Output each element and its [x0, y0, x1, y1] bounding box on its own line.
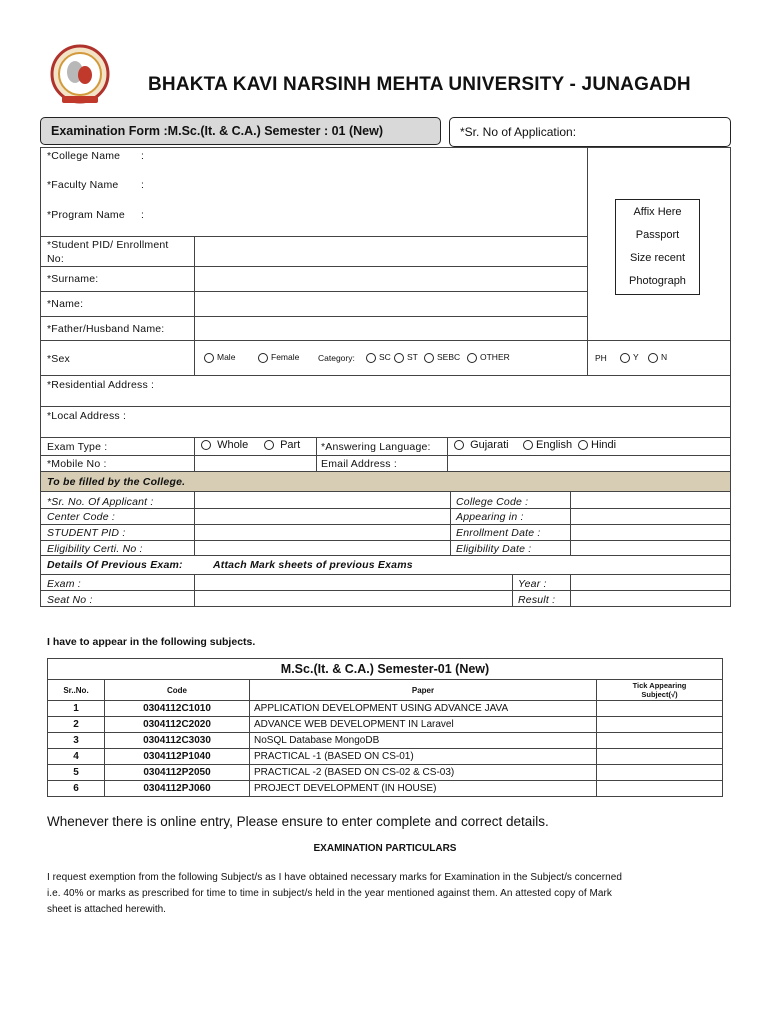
category-sc-option[interactable] [366, 352, 391, 363]
year-label: Year : [518, 578, 547, 590]
radio-icon [424, 353, 434, 363]
attach-note: Attach Mark sheets of previous Exams [213, 559, 413, 571]
lang-gujarati-option[interactable] [454, 439, 509, 451]
radio-icon [366, 353, 376, 363]
exam-form-title-box [40, 117, 441, 145]
row-srno: 2 [48, 717, 105, 733]
row-srno: 6 [48, 781, 105, 797]
radio-icon [394, 353, 404, 363]
table-row [48, 781, 723, 797]
photo-line: Photograph [629, 275, 686, 287]
table-row [48, 717, 723, 733]
hindi-label: Hindi [591, 439, 617, 451]
ph-label: PH [595, 353, 607, 363]
subjects-table-title: M.Sc.(It. & C.A.) Semester-01 (New) [48, 659, 723, 680]
colon: : [141, 179, 145, 191]
photo-line: Passport [635, 229, 680, 241]
row-tick-cell[interactable] [597, 733, 723, 749]
ph-yes-option[interactable] [620, 352, 639, 363]
ph-no-option[interactable] [648, 352, 667, 363]
university-logo [48, 44, 112, 108]
col-paper-header: Paper [250, 680, 597, 701]
radio-icon [620, 353, 630, 363]
radio-icon [264, 440, 274, 450]
college-name-field[interactable] [150, 147, 587, 175]
college-name-label: *College Name [47, 150, 121, 162]
subjects-table [47, 658, 723, 797]
exam-whole-option[interactable] [201, 439, 248, 451]
seat-no-label: Seat No : [47, 594, 93, 606]
residential-address-label: *Residential Address : [47, 379, 155, 391]
row-line [40, 524, 731, 525]
program-name-label: *Program Name [47, 209, 125, 221]
exemption-text-line: I request exemption from the following Subject/s as I have obtained necessary marks for Examination in the Subject/s concerned [47, 872, 622, 883]
col-line [316, 437, 317, 472]
col-tick-line2: Subject(√) [641, 690, 678, 699]
row-paper: PRACTICAL -1 (BASED ON CS-01) [250, 749, 597, 765]
particulars-heading: EXAMINATION PARTICULARS [313, 843, 457, 854]
table-header-row [48, 680, 723, 701]
radio-icon [201, 440, 211, 450]
program-name-field[interactable] [150, 203, 587, 236]
lang-english-option[interactable] [523, 439, 572, 451]
col-line [194, 340, 195, 376]
row-paper: NoSQL Database MongoDB [250, 733, 597, 749]
exam-part-option[interactable] [264, 439, 300, 451]
sex-female-option[interactable] [258, 352, 299, 363]
exemption-text-line: i.e. 40% or marks as prescribed for time to time in subject/s held in the year mentioned against them. An attested copy of Mark [47, 888, 612, 899]
gujarati-label: Gujarati [470, 439, 509, 451]
lang-hindi-option[interactable] [578, 439, 616, 451]
st-label: ST [407, 352, 418, 362]
category-label: Category: [318, 353, 355, 363]
mobile-label: *Mobile No : [47, 458, 107, 470]
application-no-box[interactable] [449, 117, 731, 147]
application-no-label: *Sr. No of Application: [460, 125, 577, 139]
row-code: 0304112P1040 [105, 749, 250, 765]
eligibility-certi-label: Eligibility Certi. No : [47, 543, 143, 555]
prev-exam-heading: Details Of Previous Exam: [47, 559, 183, 571]
row-line [40, 590, 731, 591]
college-section-heading: To be filled by the College. [47, 476, 186, 488]
result-label: Result : [518, 594, 556, 606]
no-label: N [661, 352, 668, 362]
col-srno-header: Sr..No. [48, 680, 105, 701]
local-address-label: *Local Address : [47, 410, 127, 422]
row-paper: APPLICATION DEVELOPMENT USING ADVANCE JAVA [250, 701, 597, 717]
row-line [40, 508, 731, 509]
radio-icon [454, 440, 464, 450]
faculty-name-field[interactable] [150, 175, 587, 203]
name-label: *Name: [47, 298, 84, 310]
name-input[interactable] [195, 292, 587, 316]
english-label: English [536, 439, 573, 451]
category-st-option[interactable] [394, 352, 418, 363]
radio-icon [578, 440, 588, 450]
email-label: Email Address : [321, 458, 397, 470]
exam-label: Exam : [47, 578, 81, 590]
sex-male-option[interactable] [204, 352, 235, 363]
radio-icon [204, 353, 214, 363]
local-address-field[interactable] [40, 406, 731, 438]
row-paper: PRACTICAL -2 (BASED ON CS-02 & CS-03) [250, 765, 597, 781]
answering-language-label: *Answering Language: [321, 441, 431, 453]
row-code: 0304112PJ060 [105, 781, 250, 797]
table-title-row [48, 659, 723, 680]
category-sebc-option[interactable] [424, 352, 460, 363]
row-tick-cell[interactable] [597, 717, 723, 733]
sex-label: *Sex [47, 353, 70, 365]
radio-icon [523, 440, 533, 450]
row-paper: ADVANCE WEB DEVELOPMENT IN Laravel [250, 717, 597, 733]
row-line [40, 540, 731, 541]
row-code: 0304112C2020 [105, 717, 250, 733]
subjects-intro: I have to appear in the following subjects. [47, 636, 256, 648]
university-name: BHAKTA KAVI NARSINH MEHTA UNIVERSITY - JUNAGADH [148, 74, 691, 95]
row-srno: 1 [48, 701, 105, 717]
eligibility-date-label: Eligibility Date : [456, 543, 532, 555]
row-srno: 4 [48, 749, 105, 765]
sebc-label: SEBC [437, 352, 461, 362]
college-code-label: College Code : [456, 496, 529, 508]
exam-type-label: Exam Type : [47, 441, 108, 453]
photo-divider [587, 147, 588, 341]
colon: : [141, 209, 145, 221]
radio-icon [467, 353, 477, 363]
row-code: 0304112C3030 [105, 733, 250, 749]
pid-label-2: No: [47, 253, 64, 265]
table-row [48, 701, 723, 717]
col-line [587, 340, 588, 376]
yes-label: Y [633, 352, 639, 362]
photo-line: Affix Here [633, 206, 682, 218]
category-other-option[interactable] [467, 352, 510, 363]
appearing-in-label: Appearing in : [456, 511, 524, 523]
radio-icon [258, 353, 268, 363]
pid-input[interactable] [195, 237, 587, 266]
sc-label: SC [379, 352, 391, 362]
father-name-input[interactable] [195, 317, 587, 341]
photo-placeholder[interactable] [615, 199, 700, 295]
photo-line: Size recent [629, 252, 686, 264]
mobile-input[interactable] [195, 456, 316, 472]
row-paper: PROJECT DEVELOPMENT (IN HOUSE) [250, 781, 597, 797]
male-label: Male [217, 352, 236, 362]
online-entry-notice: Whenever there is online entry, Please ensure to enter complete and correct details. [47, 814, 549, 829]
other-label: OTHER [480, 352, 510, 362]
col-tick-line1: Tick Appearing [632, 681, 687, 690]
female-label: Female [271, 352, 300, 362]
part-label: Part [280, 439, 301, 451]
row-code: 0304112P2050 [105, 765, 250, 781]
row-srno: 5 [48, 765, 105, 781]
email-input[interactable] [448, 456, 730, 472]
enrollment-date-label: Enrollment Date : [456, 527, 541, 539]
surname-input[interactable] [195, 267, 587, 291]
table-row [48, 733, 723, 749]
row-tick-cell[interactable] [597, 781, 723, 797]
exemption-text-line: sheet is attached herewith. [47, 904, 166, 915]
col-code-header: Code [105, 680, 250, 701]
colon: : [141, 150, 145, 162]
surname-label: *Surname: [47, 273, 99, 285]
exam-form-title: Examination Form :M.Sc.(It. & C.A.) Semester : 01 (New) [51, 124, 384, 138]
row-tick-cell[interactable] [597, 701, 723, 717]
whole-label: Whole [217, 439, 249, 451]
col-tick-header [597, 680, 723, 701]
row-srno: 3 [48, 733, 105, 749]
row-code: 0304112C1010 [105, 701, 250, 717]
center-code-label: Center Code : [47, 511, 115, 523]
father-name-label: *Father/Husband Name: [47, 323, 165, 335]
row-tick-cell[interactable] [597, 749, 723, 765]
row-tick-cell[interactable] [597, 765, 723, 781]
sr-no-applicant-label: *Sr. No. Of Applicant : [47, 496, 154, 508]
faculty-name-label: *Faculty Name [47, 179, 119, 191]
table-row [48, 749, 723, 765]
student-pid-label: STUDENT PID : [47, 527, 126, 539]
pid-label: *Student PID/ Enrollment [47, 239, 169, 251]
radio-icon [648, 353, 658, 363]
table-row [48, 765, 723, 781]
